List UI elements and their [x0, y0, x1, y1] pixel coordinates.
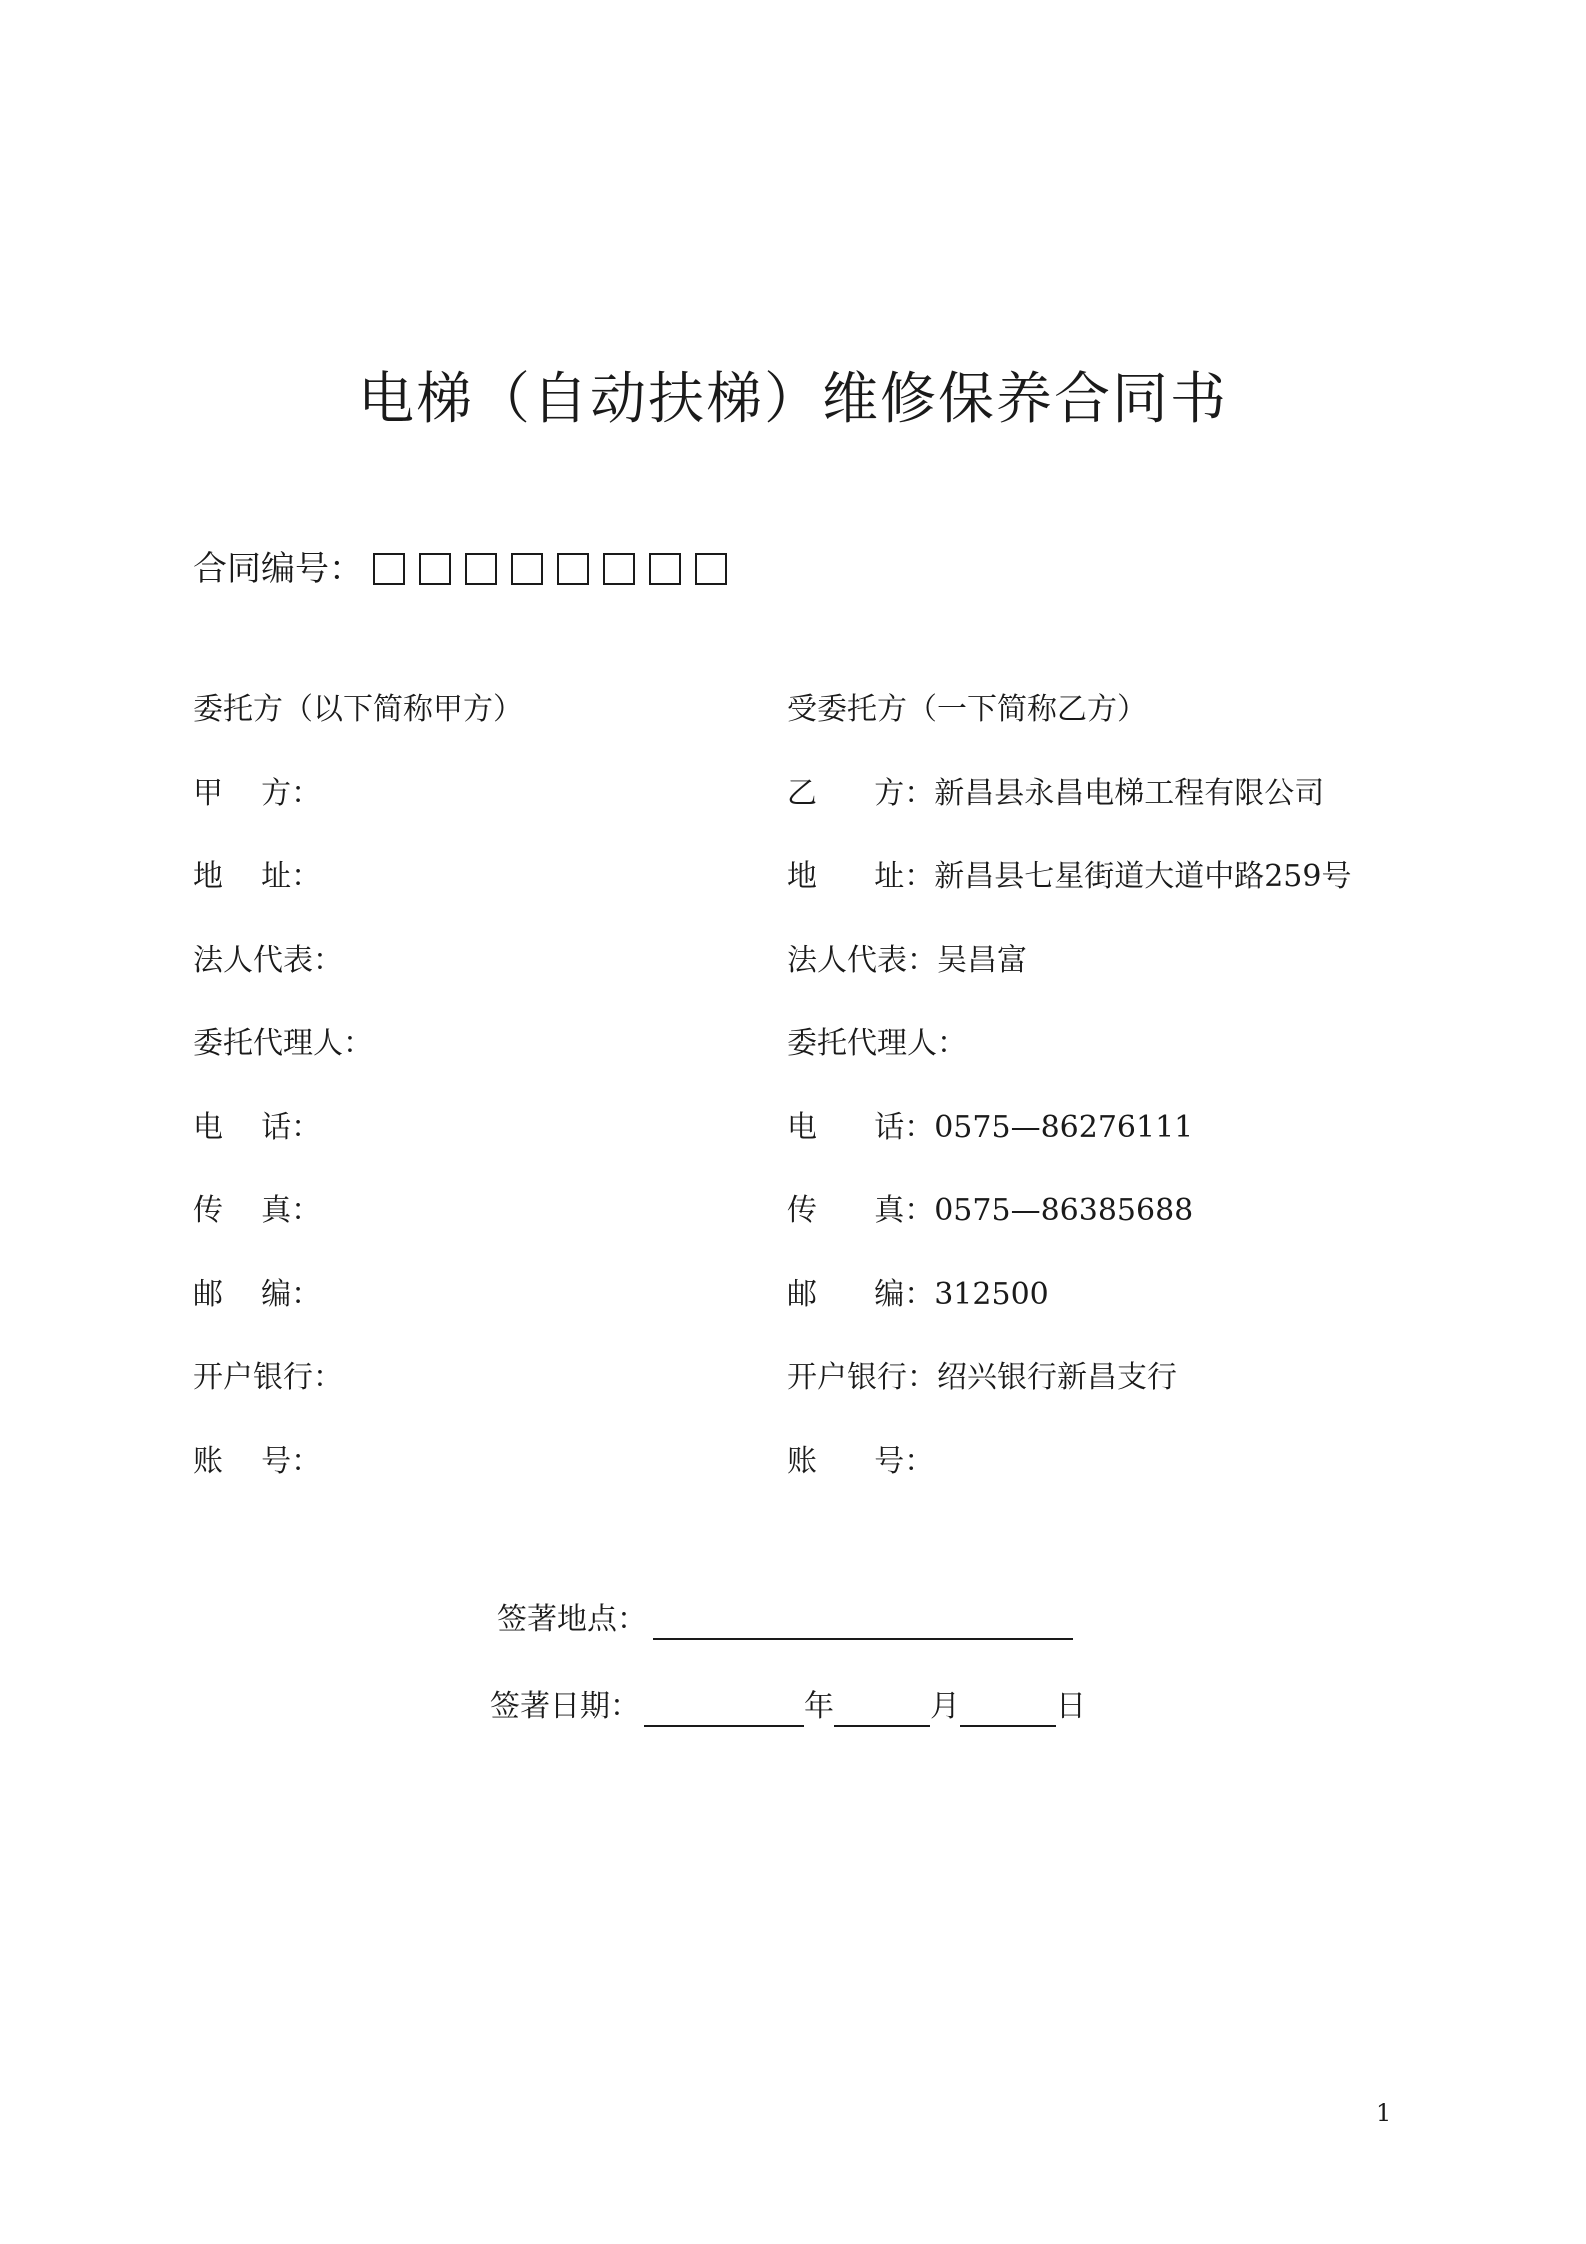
signing-date-label: 签著日期：: [490, 1689, 640, 1724]
contract-number-label: 合同编号：: [193, 549, 363, 589]
signing-day-blank[interactable]: [960, 1695, 1056, 1727]
contract-number-box[interactable]: [557, 553, 589, 585]
party-a-row-label: 邮 编：: [193, 1276, 322, 1312]
party-a-row-label: 开户银行：: [193, 1360, 343, 1395]
party-b-row: [787, 1108, 1351, 1192]
party-b-row: [787, 1275, 1351, 1359]
party-a-row: [193, 1108, 523, 1192]
contract-number-box[interactable]: [603, 553, 635, 585]
party-b-row: [787, 1024, 1351, 1108]
party-a-heading: 委托方（以下简称甲方）: [193, 692, 523, 727]
party-a-row: [193, 941, 523, 1025]
document-title: 电梯（自动扶梯）维修保养合同书: [358, 367, 1228, 432]
party-b-row-value: 绍兴银行新昌支行: [937, 1360, 1177, 1395]
contract-number-box[interactable]: [649, 553, 681, 585]
contract-number-box[interactable]: [419, 553, 451, 585]
party-b-row-value: 0575—86276111: [934, 1109, 1194, 1145]
party-b-row-value: 0575—86385688: [934, 1193, 1194, 1228]
party-b-row-label: 法人代表：: [787, 942, 937, 978]
contract-number: [193, 545, 727, 593]
party-b-row-value: 新昌县永昌电梯工程有限公司: [934, 775, 1325, 811]
party-b-row: [787, 857, 1351, 941]
signing-year-blank[interactable]: [644, 1695, 804, 1727]
party-a-row: [193, 857, 523, 941]
party-b-row-label: 传 真：: [787, 1193, 935, 1228]
party-a-row: [193, 1024, 523, 1108]
party-b-row-label: 开户银行：: [787, 1360, 937, 1395]
party-b-row-label: 邮 编：: [787, 1276, 935, 1312]
signing-place: [497, 1600, 1073, 1640]
party-b-row: [787, 1442, 1351, 1526]
party-a-row-label: 地 址：: [193, 859, 322, 894]
signing-month-blank[interactable]: [834, 1695, 930, 1727]
contract-number-box[interactable]: [465, 553, 497, 585]
party-b-row-label: 地 址：: [787, 859, 935, 894]
party-b-row-value: 312500: [934, 1276, 1049, 1312]
signing-date: [490, 1687, 1086, 1727]
party-a-row: [193, 1275, 523, 1359]
party-a-row-label: 传 真：: [193, 1193, 322, 1228]
party-b-row-value: 新昌县七星街道大道中路259号: [934, 859, 1352, 894]
party-b-row-label: 委托代理人：: [787, 1026, 967, 1061]
contract-number-box[interactable]: [695, 553, 727, 585]
party-a-row-label: 委托代理人：: [193, 1026, 373, 1061]
day-label: 日: [1056, 1689, 1086, 1724]
party-b-row-value: 吴昌富: [937, 942, 1027, 978]
signing-place-label: 签著地点：: [497, 1602, 647, 1637]
party-a-row: [193, 774, 523, 858]
party-a-row: [193, 1442, 523, 1526]
page-number: 1: [1376, 2099, 1392, 2127]
party-b-row-label: 账 号：: [787, 1443, 935, 1479]
party-a-row-label: 甲 方：: [193, 775, 322, 811]
contract-number-boxes: [373, 553, 727, 585]
party-b-heading: 受委托方（一下简称乙方）: [787, 692, 1147, 727]
party-a-row-label: 法人代表：: [193, 942, 343, 978]
signing-place-blank[interactable]: [653, 1608, 1073, 1640]
party-b-row-label: 乙 方：: [787, 775, 935, 811]
year-label: 年: [804, 1689, 834, 1724]
party-a-row-label: 电 话：: [193, 1109, 322, 1145]
month-label: 月: [930, 1689, 960, 1724]
party-b-row: [787, 941, 1351, 1025]
party-b-row: [787, 1358, 1351, 1442]
party-a-section: [193, 690, 523, 1525]
party-a-row: [193, 1358, 523, 1442]
party-a-row: [193, 1191, 523, 1275]
party-b-row-label: 电 话：: [787, 1109, 935, 1145]
contract-number-box[interactable]: [373, 553, 405, 585]
party-a-row-label: 账 号：: [193, 1443, 322, 1479]
party-b-section: [787, 690, 1351, 1525]
party-b-row: [787, 1191, 1351, 1275]
party-b-row: [787, 774, 1351, 858]
contract-number-box[interactable]: [511, 553, 543, 585]
